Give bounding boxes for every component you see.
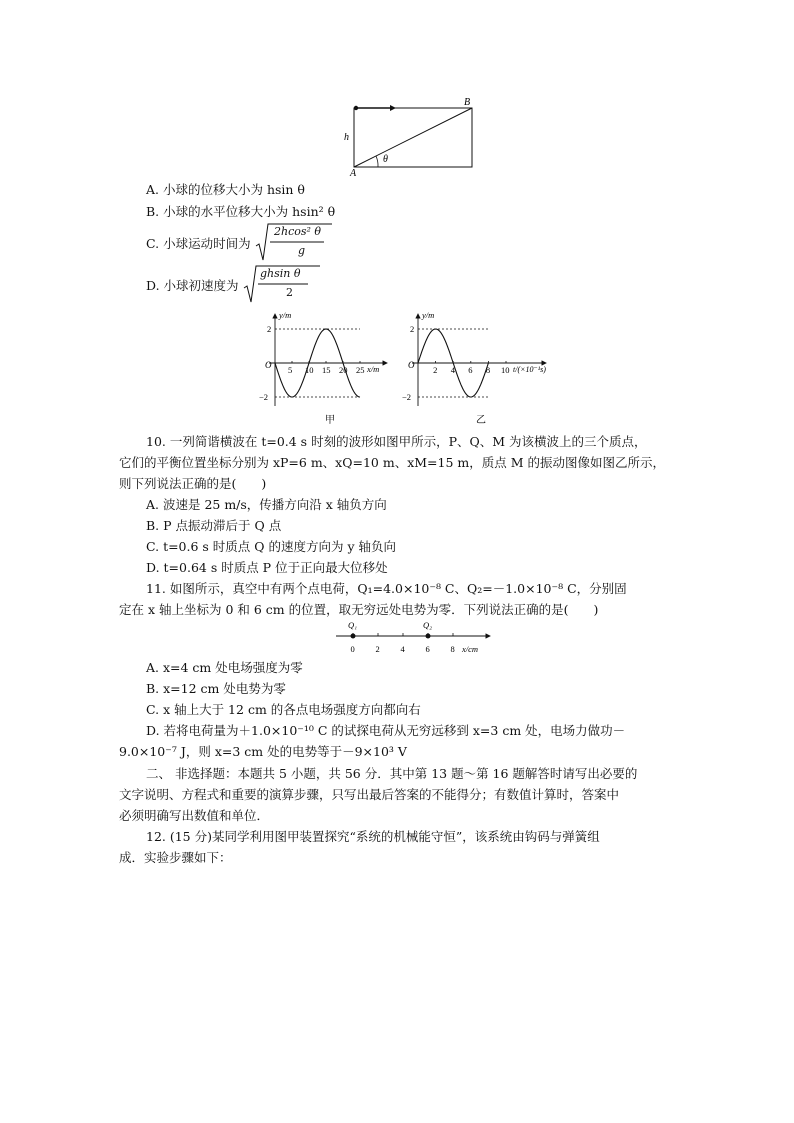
charge-axis-figure (330, 617, 500, 659)
q10-option-d: D. t=0.64 s 时质点 P 位于正向最大位移处 (146, 560, 388, 575)
q9-d-numerator: ghsin θ (260, 267, 301, 280)
label-theta: θ (383, 154, 388, 165)
vibration-graph-yi (400, 308, 570, 428)
jia-xtick-label: 20 (339, 365, 348, 375)
yi-xtick-label: 4 (450, 365, 455, 375)
jia-xtick-label: 15 (322, 365, 331, 375)
jia-xtick-label: 10 (305, 365, 314, 375)
q9-c-denominator: g (298, 244, 306, 257)
yi-ytick-bottom: −2 (402, 392, 412, 402)
label-B: B (464, 97, 471, 108)
q11-option-a: A. x=4 cm 处电场强度为零 (146, 660, 303, 675)
jia-ytick-bottom: −2 (259, 392, 269, 402)
section2-line3: 必须明确写出数值和单位． (119, 808, 270, 823)
yi-origin: O (408, 360, 415, 370)
projectile-figure (340, 96, 480, 178)
q11-option-c: C. x 轴上大于 12 cm 的各点电场强度方向都向右 (146, 702, 421, 717)
q10-stem-line2: 它们的平衡位置坐标分别为 xP=6 m、xQ=10 m、xM=15 m，质点 M 的振动图像如图乙所示， (119, 455, 665, 470)
q1-label: Q₁ (348, 620, 358, 630)
axis-tick-label: 0 (350, 644, 355, 654)
q9-c-numerator: 2hcos² θ (274, 225, 322, 238)
q12-line2: 成．实验步骤如下： (119, 850, 232, 865)
q2-label: Q₂ (423, 620, 433, 630)
axis-tick-label: 6 (425, 644, 430, 654)
q9-option-d-label: D. 小球初速度为 (146, 278, 239, 293)
axis-tick-label: 2 (375, 644, 380, 654)
label-A: A (350, 168, 357, 178)
jia-origin: O (265, 360, 272, 370)
jia-xlabel: x/m (367, 364, 380, 374)
q11-option-b: B. x=12 cm 处电势为零 (146, 681, 286, 696)
yi-xtick-label: 2 (433, 365, 438, 375)
q9-option-c-label: C. 小球运动时间为 (146, 236, 251, 251)
yi-xtick-label: 10 (501, 365, 510, 375)
yi-ytick-top: 2 (410, 324, 415, 334)
q9-option-b: B. 小球的水平位移大小为 hsin² θ (146, 204, 336, 219)
q10-option-b: B. P 点振动滞后于 Q 点 (146, 518, 282, 533)
q11-option-d-line2: 9.0×10⁻⁷ J，则 x=3 cm 处的电势等于－9×10³ V (119, 744, 407, 759)
q11-option-d-line1: D. 若将电荷量为＋1.0×10⁻¹⁰ C 的试探电荷从无穷远移到 x=3 cm 处，电场力做功－ (146, 723, 626, 738)
section2-line2: 文字说明、方程式和重要的演算步骤，只写出最后答案的不能得分；有数值计算时，答案中 (119, 787, 620, 802)
yi-xtick-label: 6 (468, 365, 473, 375)
section2-line1: 二、 非选择题：本题共 5 小题，共 56 分．其中第 13 题～第 16 题解答时请写出必要的 (146, 766, 638, 781)
jia-caption: 甲 (325, 415, 335, 426)
jia-ylabel: y/m (279, 310, 292, 320)
q10-option-a: A. 波速是 25 m/s，传播方向沿 x 轴负方向 (146, 497, 387, 512)
yi-xlabel: t/(×10⁻¹s) (513, 365, 546, 374)
label-h: h (344, 132, 349, 143)
yi-caption: 乙 (476, 415, 486, 426)
q10-stem-line1: 10. 一列简谐横波在 t=0.4 s 时刻的波形如图甲所示，P、Q、M 为该横波上的三个质点， (146, 434, 647, 449)
yi-xtick-label: 8 (485, 365, 491, 375)
charge-q2 (426, 634, 431, 639)
jia-xtick-label: 5 (288, 365, 293, 375)
charge-q1 (351, 634, 356, 639)
jia-ytick-top: 2 (267, 324, 272, 334)
q9-option-a: A. 小球的位移大小为 hsin θ (146, 182, 305, 197)
q10-option-c: C. t=0.6 s 时质点 Q 的速度方向为 y 轴负向 (146, 539, 397, 554)
axis-tick-label: 8 (450, 644, 455, 654)
q11-stem-line1: 11. 如图所示，真空中有两个点电荷，Q₁=4.0×10⁻⁸ C、Q₂=－1.0×10⁻⁸ C，分别固 (146, 581, 627, 596)
q10-stem-line3: 则下列说法正确的是( ) (119, 476, 267, 491)
q12-line1: 12. (15 分)某同学利用图甲装置探究“系统的机械能守恒”，该系统由钩码与弹簧组 (146, 829, 600, 844)
q9-d-denominator: 2 (286, 286, 293, 299)
axis-tick-label: 4 (400, 644, 405, 654)
jia-xtick-label: 25 (356, 365, 365, 375)
yi-ylabel: y/m (422, 310, 435, 320)
axis-xlabel: x/cm (462, 644, 479, 654)
wave-graph-jia (255, 308, 395, 428)
q11-stem-line2: 定在 x 轴上坐标为 0 和 6 cm 的位置，取无穷远处电势为零．下列说法正确的是( ) (119, 602, 599, 617)
